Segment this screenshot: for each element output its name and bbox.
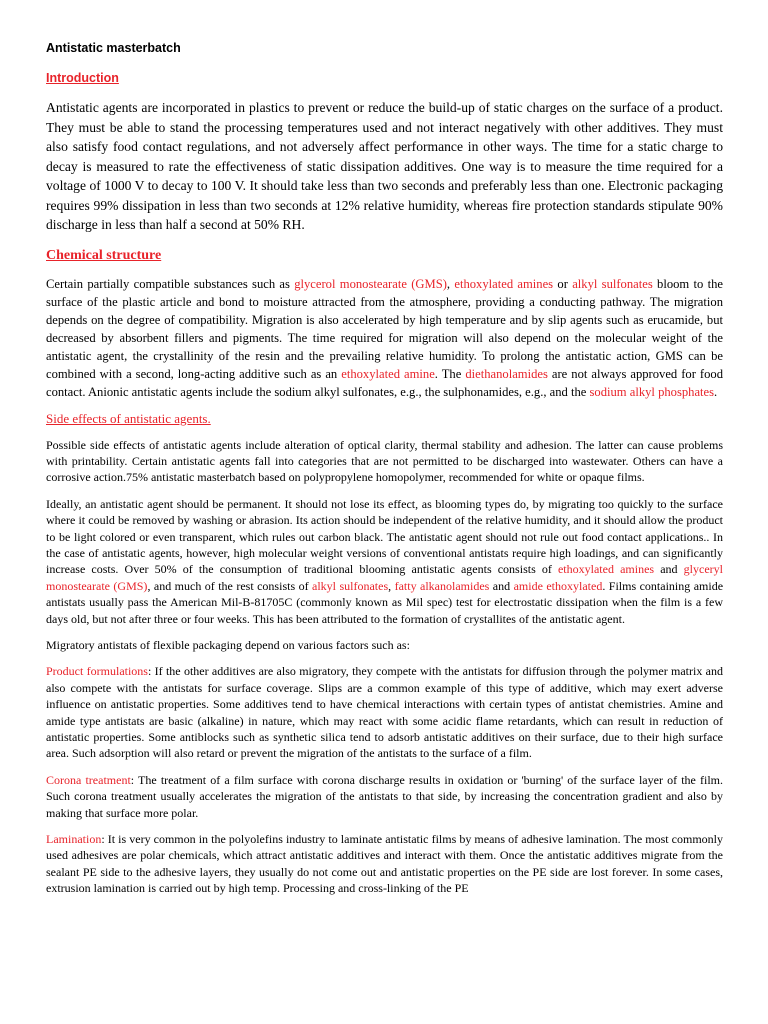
text-span: bloom to the surface of the plastic article and bond to moisture attracted from the atmosphere, providing a conducting pathway. The migration depends on the degree of compatibility. Migration is also accelerated by high temperature and by slip agents such as erucamide, but decreased by absorbent fillers and pigments. The time required for migration will also depend on the molecular weight of the antistatic agent, the crystallinity of the resin and the prevailing relative humidity. To prolong the antistatic action, GMS can be combined with a second, long-acting additive such as an: [46, 276, 723, 381]
product-formulations-label: Product formulations: [46, 664, 148, 679]
side-effects-paragraph-1: Possible side effects of antistatic agents include alteration of optical clarity, thermal stability and adhesion. The latter can cause problems with printability. Certain antistatic agents fall into categories that are not permitted to be discharged into wastewater. Others can have a corrosive action.75% antistatic masterbatch based on polypropylene homopolymer, recommended for white or opaque films.: [46, 437, 723, 485]
text-span: : If the other additives are also migratory, they compete with the antistats for diffusion through the polymer matrix and also compete with the antistats for surface coverage. Slips are a common example of this type of additive, which may exert adverse influence on antistatic properties. Some additives tend to have chemical interactions with certain types of antistat chemistries. Amine and amide type antistats are basic (alkaline) in nature, which may react with some acidic flame retardants, which can result in reduction of antistatic properties. Some antiblocks such as synthetic silica tend to adsorb antistatic additives on their surface, due to their high surface area. Such adsorption will also retard or prevent the migration of the antistats to the surface of a film.: [46, 664, 723, 761]
term-sodium-alkyl-phosphates[interactable]: sodium alkyl phosphates: [589, 384, 715, 399]
text-span: ,: [446, 276, 455, 291]
text-span: , and much of the rest consists of: [147, 578, 313, 593]
chemical-structure-heading: Chemical structure: [46, 247, 162, 263]
corona-treatment-label: Corona treatment: [46, 772, 131, 787]
document-page: [46, 40, 723, 907]
text-span: and: [654, 562, 684, 577]
text-span: Certain partially compatible substances such as: [46, 276, 295, 291]
chemical-structure-paragraph: [46, 275, 723, 401]
term-amide-ethoxylated[interactable]: amide ethoxylated: [513, 578, 603, 593]
text-span: and: [489, 578, 514, 593]
term-diethanolamides[interactable]: diethanolamides: [465, 366, 548, 381]
text-span: : The treatment of a film surface with corona discharge results in oxidation or 'burning' of the surface layer of the film. Such corona treatment usually accelerates the migration of the antistats to that side, by increasing the concentration gradient and also by making that surface more polar.: [46, 772, 723, 820]
term-ethoxylated-amine[interactable]: ethoxylated amine: [341, 366, 435, 381]
introduction-heading: Introduction: [46, 71, 119, 85]
text-span: : It is very common in the polyolefins industry to laminate antistatic films by means of adhesive lamination. The most commonly used adhesives are polar chemicals, which attract antistatic additives and interact with them. Once the antistatic additives migrate from the sealant PE side to the adhesive layers, they usually do not come out and antistatic properties on the PE side are lost forever. In some cases, extrusion lamination is carried out by high temp. Processing and cross-linking of the PE: [46, 832, 723, 896]
text-span: or: [553, 276, 573, 291]
text-span: .: [714, 384, 718, 399]
term-glyceryl-monostearate[interactable]: glyceryl monostearate (GMS): [46, 562, 723, 593]
text-span: are not always approved for food contact. Anionic antistatic agents include the sodium alkyl sulfonates, e.g., the sulphonamides, e.g., and the: [46, 366, 724, 399]
term-ethoxylated-amines[interactable]: ethoxylated amines: [454, 276, 554, 291]
side-effects-paragraph-3: Migratory antistats of flexible packaging depend on various factors such as:: [46, 637, 410, 652]
lamination-label: Lamination: [46, 832, 102, 847]
document-title: Antistatic masterbatch: [46, 41, 181, 55]
product-formulations-paragraph: [46, 663, 723, 761]
corona-treatment-paragraph: [46, 772, 723, 821]
term-ethoxylated-amines[interactable]: ethoxylated amines: [557, 562, 655, 577]
text-span: . The: [434, 366, 466, 381]
lamination-paragraph: [46, 831, 723, 897]
introduction-paragraph: Antistatic agents are incorporated in plastics to prevent or reduce the build-up of static charges on the surface of a product. They must be able to stand the processing temperatures used and not interact negatively with other additives. They must also satisfy food contact regulations, and not adversely affect performance in other ways. The time for a static charge to decay is measured to rate the effectiveness of static dissipation additives. One way is to measure the time required for a voltage of 1000 V to decay to 100 V. It should take less than two seconds and preferably less than one. Electronic packaging requires 99% dissipation in less than two seconds at 12% relative humidity, whereas fire protection standards stipulate 90% discharge in less than half a second at 50% RH.: [46, 100, 723, 232]
term-glycerol-monostearate[interactable]: glycerol monostearate (GMS): [294, 276, 447, 291]
text-span: Ideally, an antistatic agent should be permanent. It should not lose its effect, as blooming types do, by migrating too quickly to the surface where it could be removed by washing or abrasion. Its action should be independent of the relative humidity, and it should allow the product to be light colored or even transparent, which rules out carbon black. The antistatic agent should not rule out food contact applications.. In the case of antistatic agents, however, high molecular weight versions of conventional antistats require high loadings, and can significantly increase costs. Over 50% of the consumption of traditional blooming antistatic agents consists of: [46, 496, 723, 577]
term-fatty-alkanolamides[interactable]: fatty alkanolamides: [394, 578, 490, 593]
term-alkyl-sulfonates[interactable]: alkyl sulfonates: [312, 578, 389, 593]
term-alkyl-sulfonates[interactable]: alkyl sulfonates: [572, 276, 653, 291]
side-effects-paragraph-2: [46, 496, 723, 627]
side-effects-heading: Side effects of antistatic agents.: [46, 410, 211, 426]
text-span: ,: [388, 578, 395, 593]
text-span: . Films containing amide antistats usually pass the American Mil-B-81705C (commonly known as Mil spec) test for electrostatic dissipation when the film is a few days old, but not after three or four weeks. This has been attributed to the formation of crystallites of the antistatic agent.: [46, 578, 724, 626]
